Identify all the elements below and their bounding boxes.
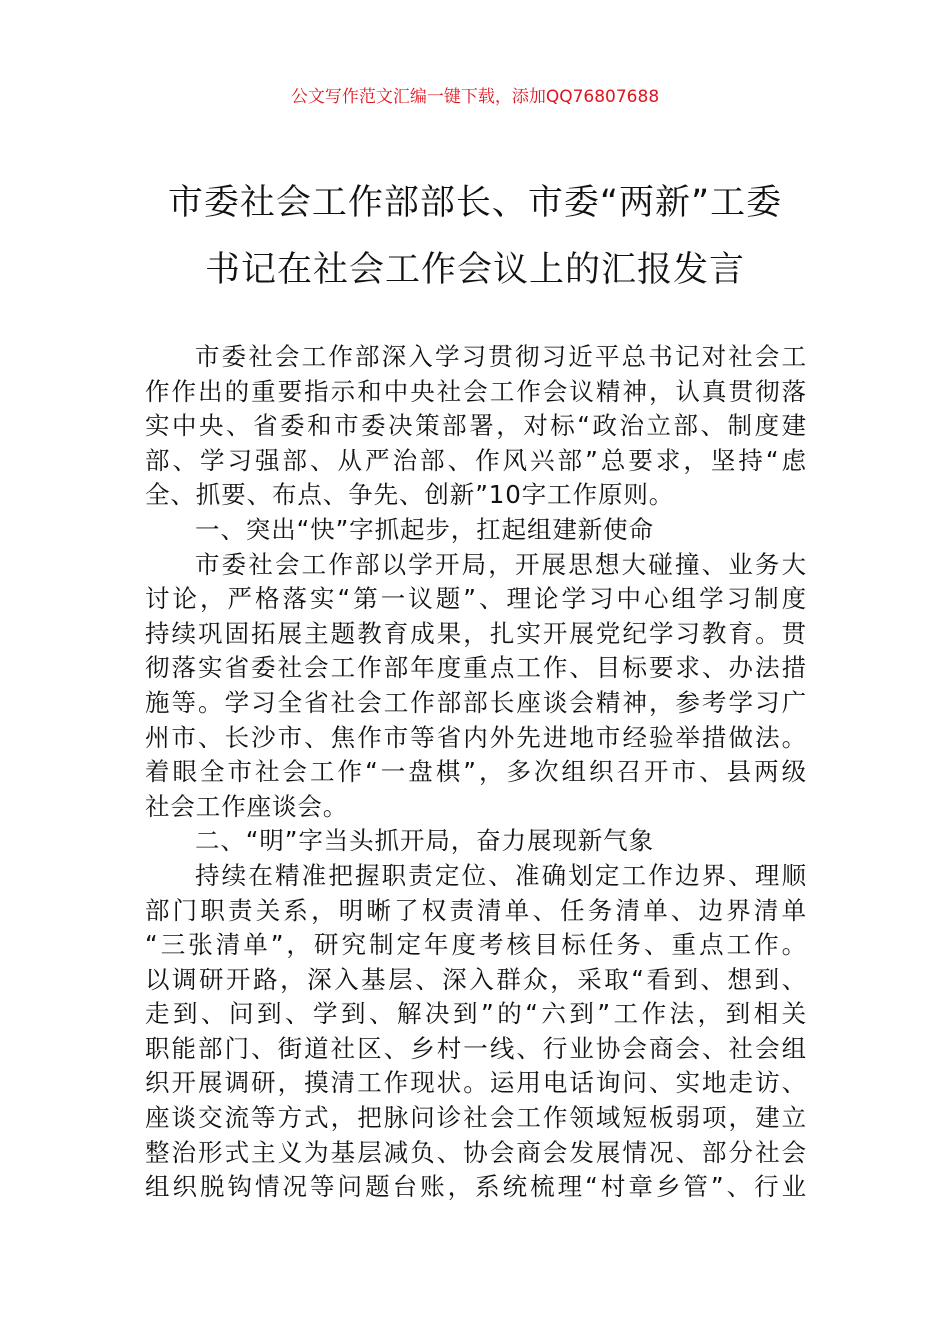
text-line: 部门职责关系，明晰了权责清单、任务清单、边界清单 (145, 895, 807, 925)
paragraph (145, 340, 807, 513)
text-line: 织开展调研，摸清工作现状。运用电话询问、实地走访、 (145, 1068, 807, 1098)
text-line: 座谈交流等方式，把脉问诊社会工作领域短板弱项，建立 (145, 1103, 807, 1133)
document-body (145, 340, 807, 1205)
text-line: 走到、问到、学到、解决到”的“六到”工作法，到相关 (145, 999, 807, 1029)
text-line: 市委社会工作部深入学习贯彻习近平总书记对社会工 (195, 342, 807, 371)
text-line: 着眼全市社会工作“一盘棋”，多次组织召开市、县两级 (145, 757, 807, 787)
document-title-line-1: 市委社会工作部部长、市委“两新”工委 (167, 183, 783, 223)
text-line: 组织脱钩情况等问题台账，系统梳理“村章乡管”、行业 (145, 1172, 807, 1202)
text-line: 市委社会工作部以学开局，开展思想大碰撞、业务大 (195, 549, 807, 579)
text-line: 持续巩固拓展主题教育成果，扎实开展党纪学习教育。贯 (145, 618, 807, 648)
text-line: 以调研开路，深入基层、深入群众，采取“看到、想到、 (145, 964, 807, 994)
text-line: 作作出的重要指示和中央社会工作会议精神，认真贯彻落 (145, 376, 807, 406)
text-line: 社会工作座谈会。 (145, 791, 349, 821)
text-line: 施等。学习全省社会工作部部长座谈会精神，参考学习广 (145, 687, 807, 717)
text-line: 州市、长沙市、焦作市等省内外先进地市经验举措做法。 (145, 722, 807, 752)
text-line: 彻落实省委社会工作部年度重点工作、目标要求、办法措 (145, 653, 807, 683)
section-heading (145, 513, 807, 548)
text-line: 实中央、省委和市委决策部署，对标“政治立部、制度建 (145, 411, 807, 441)
document-title-line-2: 书记在社会工作会议上的汇报发言 (204, 250, 745, 290)
text-line: 部、学习强部、从严治部、作风兴部”总要求，坚持“虑 (145, 445, 807, 475)
text-line: “三张清单”，研究制定年度考核目标任务、重点工作。 (145, 930, 807, 960)
text-line: 一、突出“快”字抓起步，扛起组建新使命 (195, 514, 654, 544)
paragraph (145, 548, 807, 825)
paragraph (145, 859, 807, 1205)
text-line: 讨论，严格落实“第一议题”、理论学习中心组学习制度 (145, 584, 807, 614)
text-line: 职能部门、街道社区、乡村一线、行业协会商会、社会组 (145, 1033, 807, 1063)
download-banner: 公文写作范文汇编一键下载，添加QQ76807688 (290, 87, 660, 107)
text-line: 二、“明”字当头抓开局，奋力展现新气象 (195, 826, 654, 856)
text-line: 整治形式主义为基层减负、协会商会发展情况、部分社会 (145, 1137, 807, 1167)
text-line: 持续在精准把握职责定位、准确划定工作边界、理顺 (195, 860, 807, 890)
section-heading (145, 824, 807, 859)
text-line: 全、抓要、布点、争先、创新”10字工作原则。 (145, 480, 675, 510)
